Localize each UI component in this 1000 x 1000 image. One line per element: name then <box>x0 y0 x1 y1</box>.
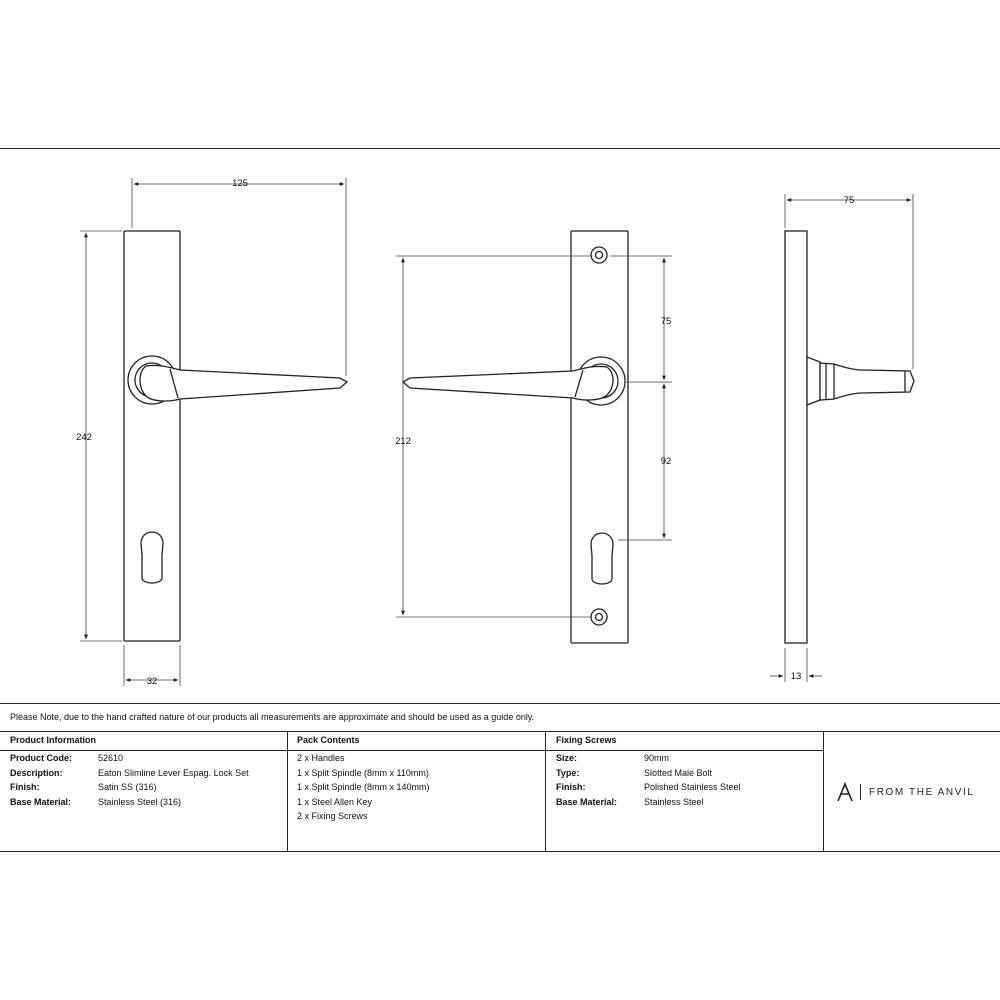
rear-upper-screw <box>591 247 607 263</box>
info-row: Product Code: 52610 <box>10 753 124 763</box>
info-table <box>0 703 1000 851</box>
front-euro-profile <box>141 532 163 583</box>
pack-contents-heading: Pack Contents <box>297 735 360 745</box>
product-information <box>10 735 285 809</box>
info-row: Finish: Satin SS (316) <box>10 782 157 792</box>
dim-side-plate-depth: 13 <box>790 671 802 682</box>
table-divider <box>0 731 1000 732</box>
front-dimensions <box>80 178 346 686</box>
info-row: Finish: Polished Stainless Steel <box>556 782 741 792</box>
info-row: Base Material: Stainless Steel (316) <box>10 796 182 807</box>
pack-contents <box>297 735 542 824</box>
dim-front-height: 242 <box>76 432 92 443</box>
info-row: Description: Eaton Slimline Lever Espag. Lock Set <box>10 767 249 778</box>
product-information-heading: Product Information <box>10 735 96 745</box>
side-backplate <box>785 231 807 643</box>
fixing-screws <box>556 735 821 809</box>
rear-dimensions <box>396 256 672 617</box>
front-backplate <box>124 231 180 641</box>
dim-front-width: 125 <box>232 178 248 189</box>
brand-name: FROM THE ANVIL <box>869 786 975 798</box>
dim-rear-upper: 75 <box>660 316 672 327</box>
list-item: 1 x Steel Allen Key <box>297 796 373 807</box>
list-item: 2 x Handles <box>297 753 345 763</box>
list-item: 1 x Split Spindle (8mm x 140mm) <box>297 782 430 792</box>
list-item: 2 x Fixing Screws <box>297 811 368 821</box>
brand-logo <box>836 782 975 802</box>
fixing-screws-heading: Fixing Screws <box>556 735 617 745</box>
info-row: Type: Slotted Male Bolt <box>556 767 713 778</box>
dim-rear-overall: 212 <box>395 436 411 447</box>
info-row: Base Material: Stainless Steel <box>556 796 704 807</box>
rear-lower-screw <box>591 609 607 625</box>
side-dimensions <box>770 194 913 682</box>
dim-rear-lower: 92 <box>660 456 672 467</box>
front-view <box>124 231 347 641</box>
anvil-logo-icon <box>836 782 854 802</box>
rear-view <box>403 231 628 643</box>
dim-side-projection: 75 <box>843 195 855 206</box>
rear-euro-profile <box>591 533 613 584</box>
disclaimer-note: Please Note, due to the hand crafted nature of our products all measurements are approximate and should be used as a guide only. <box>10 712 535 722</box>
dim-front-plate-width: 32 <box>146 676 158 687</box>
rear-lever <box>403 366 613 400</box>
info-row: Size: 90mm <box>556 753 670 763</box>
side-rose <box>807 357 820 405</box>
rear-backplate <box>571 231 628 643</box>
side-view <box>785 231 914 643</box>
list-item: 1 x Split Spindle (8mm x 110mm) <box>297 767 429 778</box>
